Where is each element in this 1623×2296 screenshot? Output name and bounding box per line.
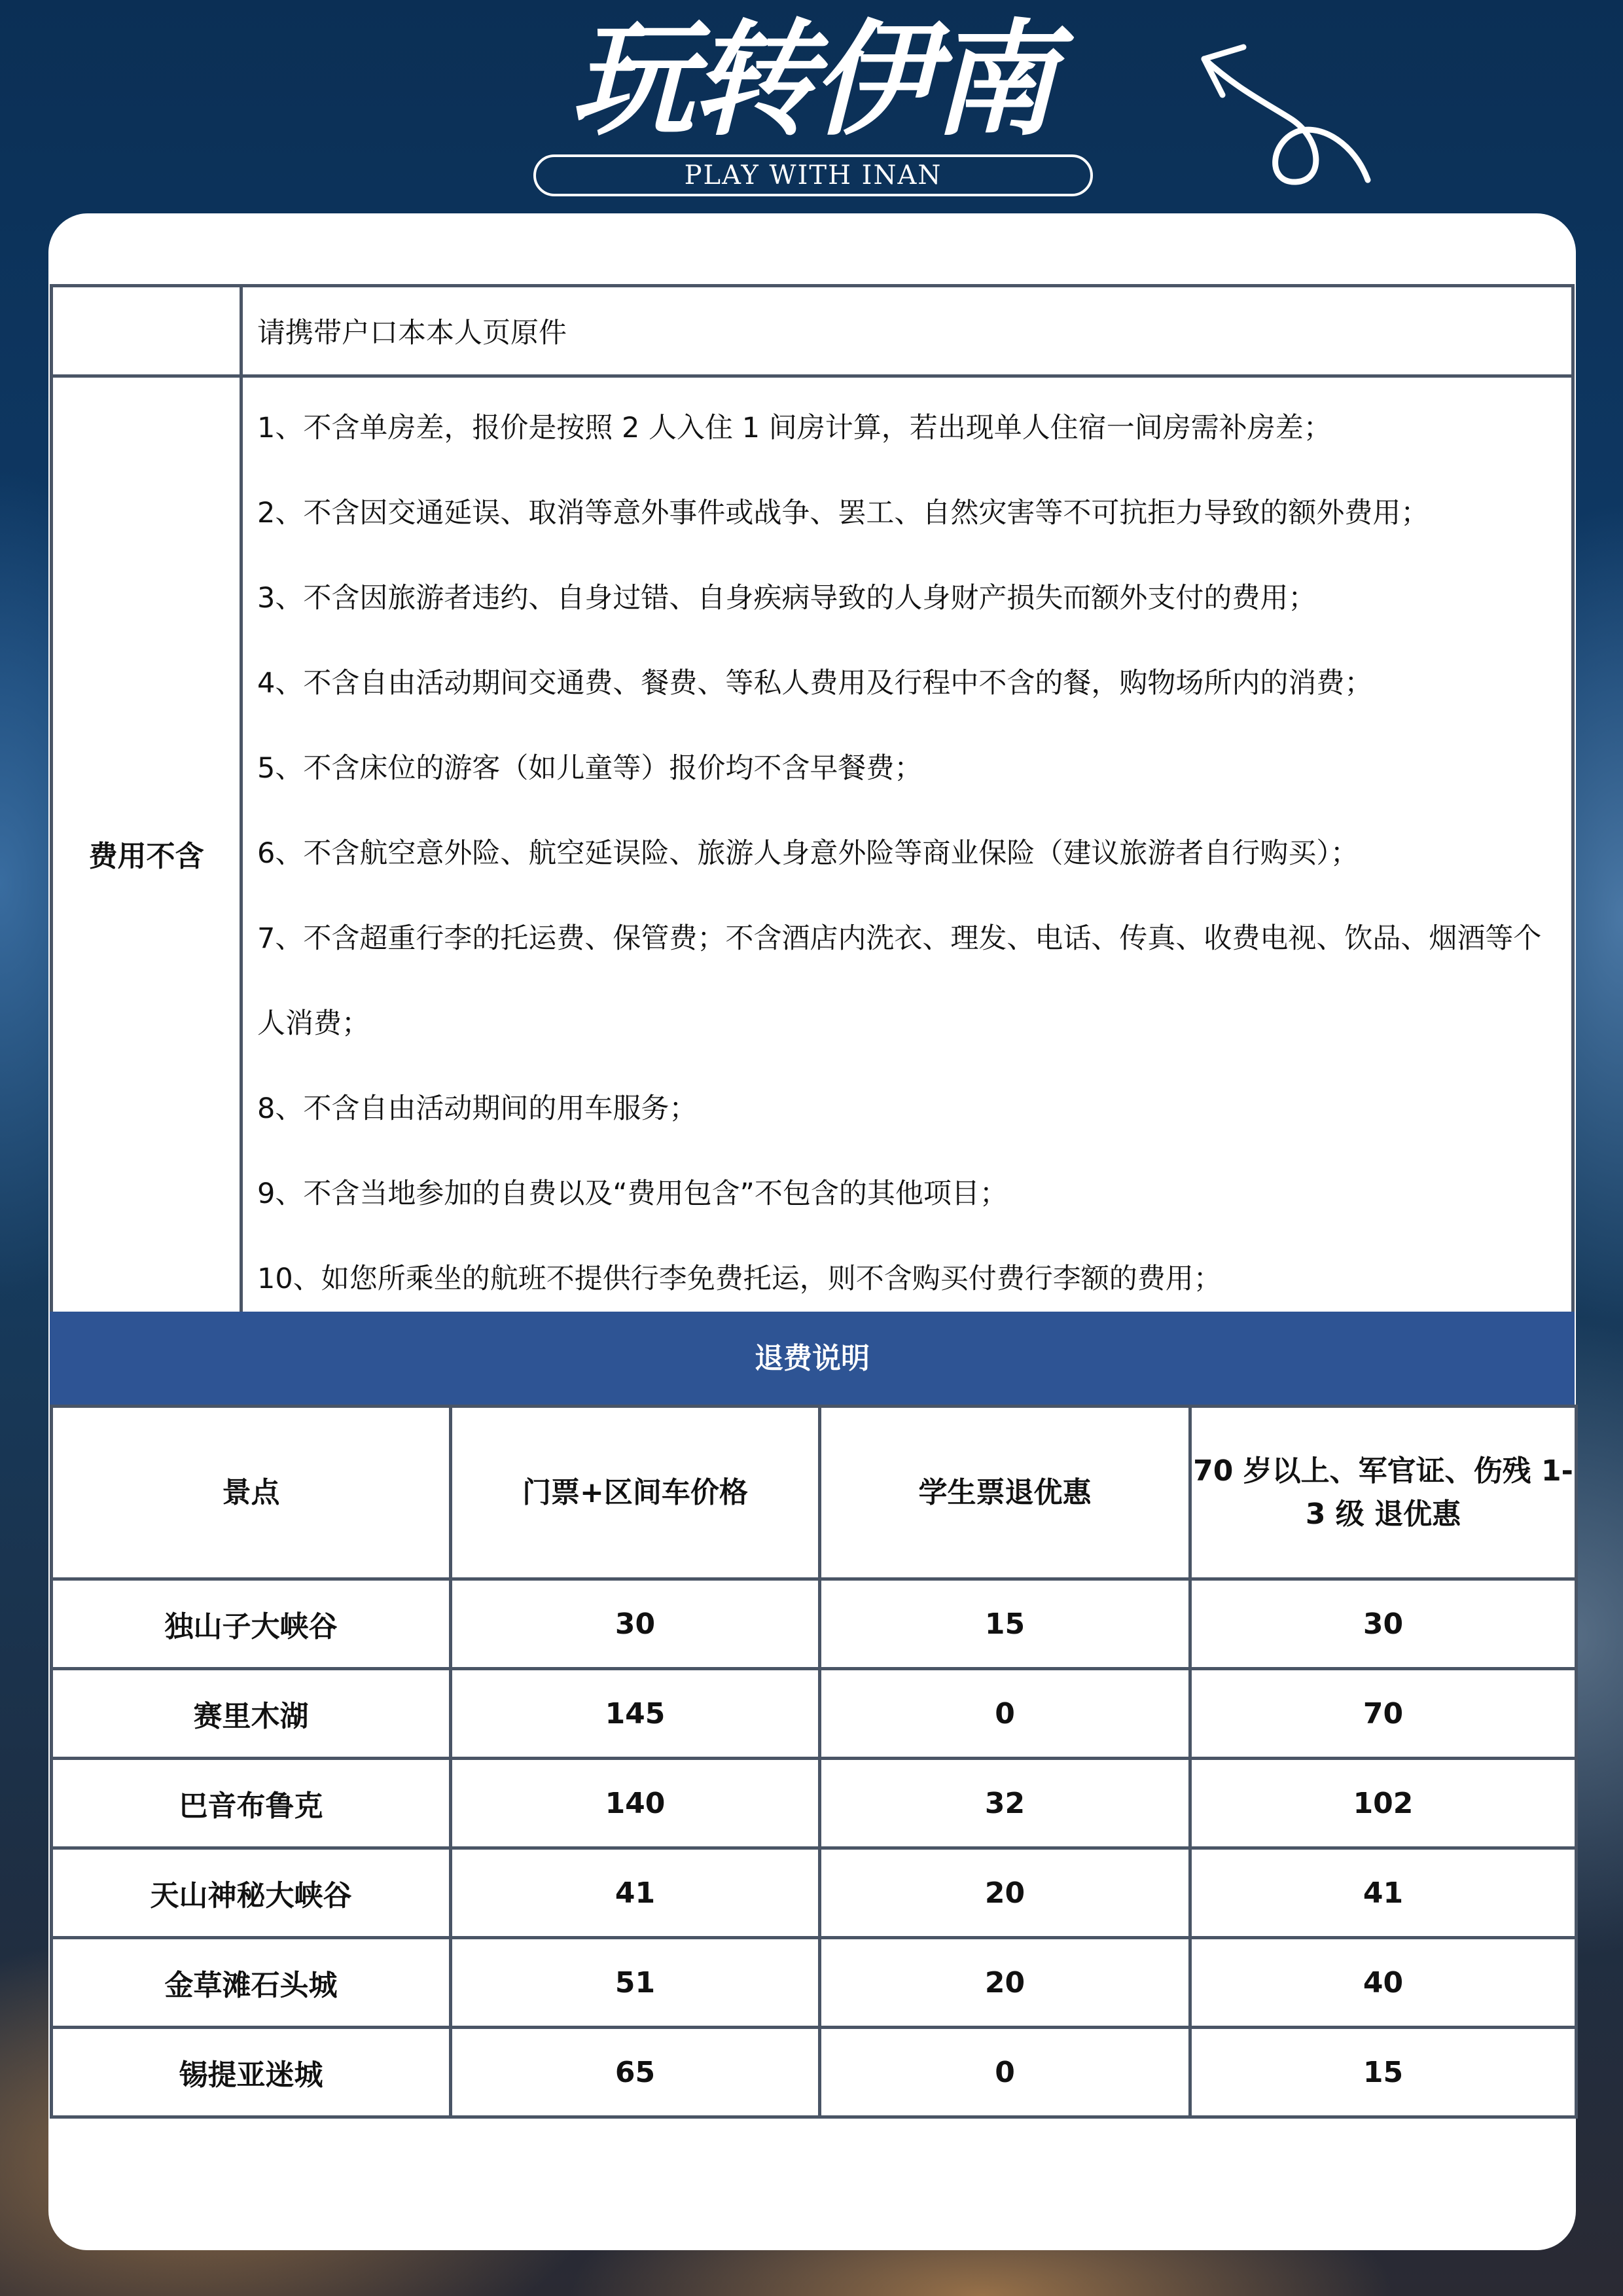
cell-student: 20: [820, 1938, 1190, 2028]
table-row: [52, 1848, 1577, 1938]
list-item: 2、不含因交通延误、取消等意外事件或战争、罢工、自然灾害等不可抗拒力导致的额外费用；: [257, 497, 1429, 529]
cell-senior: 102: [1190, 1759, 1577, 1848]
cell-price: 140: [451, 1759, 820, 1848]
exclusions-list: [241, 376, 1573, 1331]
cell-price: 41: [451, 1848, 820, 1938]
list-item: 5、不含床位的游客（如儿童等）报价均不含早餐费；: [257, 752, 923, 785]
cell-attraction: 锡提亚迷城: [52, 2028, 451, 2117]
list-item: 4、不含自由活动期间交通费、餐费、等私人费用及行程中不含的餐，购物场所内的消费；: [257, 667, 1373, 700]
table-row: [52, 1579, 1577, 1669]
table-row: [52, 1759, 1577, 1848]
requirements-label: [52, 286, 241, 376]
list-item: 10、如您所乘坐的航班不提供行李免费托运，则不含购买付费行李额的费用；: [257, 1263, 1222, 1295]
cell-senior: 15: [1190, 2028, 1577, 2117]
cell-student: 32: [820, 1759, 1190, 1848]
table-row: [52, 1669, 1577, 1759]
cell-attraction: 赛里木湖: [52, 1669, 451, 1759]
requirements-text: 请携带户口本本人页原件: [241, 286, 1573, 376]
refund-banner: 退费说明: [50, 1312, 1575, 1406]
cell-senior: 40: [1190, 1938, 1577, 2028]
cell-attraction: 独山子大峡谷: [52, 1579, 451, 1669]
page-header: [0, 0, 1623, 209]
page-title: 玩转伊南: [570, 8, 1052, 152]
cell-senior: 41: [1190, 1848, 1577, 1938]
cell-student: 15: [820, 1579, 1190, 1669]
header-senior-discount: 70 岁以上、军官证、伤残 1-3 级 退优惠: [1190, 1407, 1577, 1579]
cell-attraction: 巴音布鲁克: [52, 1759, 451, 1848]
header-attraction: 景点: [52, 1407, 451, 1579]
exclusions-label: 费用不含: [52, 376, 241, 1331]
cell-price: 30: [451, 1579, 820, 1669]
cell-price: 51: [451, 1938, 820, 2028]
cell-attraction: 金草滩石头城: [52, 1938, 451, 2028]
requirements-row: [52, 286, 1573, 376]
list-item: 7、不含超重行李的托运费、保管费；不含酒店内洗衣、理发、电话、传真、收费电视、饮品、烟酒等个人消费；: [257, 922, 1542, 1040]
list-item: 8、不含自由活动期间的用车服务；: [257, 1092, 698, 1125]
cell-student: 20: [820, 1848, 1190, 1938]
table-header-row: [52, 1407, 1577, 1579]
exclusions-row: [52, 376, 1573, 1331]
refund-table: [50, 1405, 1578, 2119]
header-price: 门票+区间车价格: [451, 1407, 820, 1579]
table-row: [52, 1938, 1577, 2028]
cell-senior: 30: [1190, 1579, 1577, 1669]
curly-arrow-icon: [1191, 26, 1387, 190]
list-item: 1、不含单房差，报价是按照 2 人入住 1 间房计算，若出现单人住宿一间房需补房差；: [257, 412, 1332, 444]
cell-price: 145: [451, 1669, 820, 1759]
cell-senior: 70: [1190, 1669, 1577, 1759]
cell-student: 0: [820, 1669, 1190, 1759]
list-item: 3、不含因旅游者违约、自身过错、自身疾病导致的人身财产损失而额外支付的费用；: [257, 582, 1317, 615]
header-student-discount: 学生票退优惠: [820, 1407, 1190, 1579]
page-subtitle: PLAY WITH INAN: [533, 154, 1093, 196]
exclusions-table: [50, 284, 1575, 1333]
table-row: [52, 2028, 1577, 2117]
cell-student: 0: [820, 2028, 1190, 2117]
cell-attraction: 天山神秘大峡谷: [52, 1848, 451, 1938]
list-item: 6、不含航空意外险、航空延误险、旅游人身意外险等商业保险（建议旅游者自行购买）；: [257, 837, 1359, 870]
cell-price: 65: [451, 2028, 820, 2117]
list-item: 9、不含当地参加的自费以及“费用包含”不包含的其他项目；: [257, 1177, 1008, 1210]
